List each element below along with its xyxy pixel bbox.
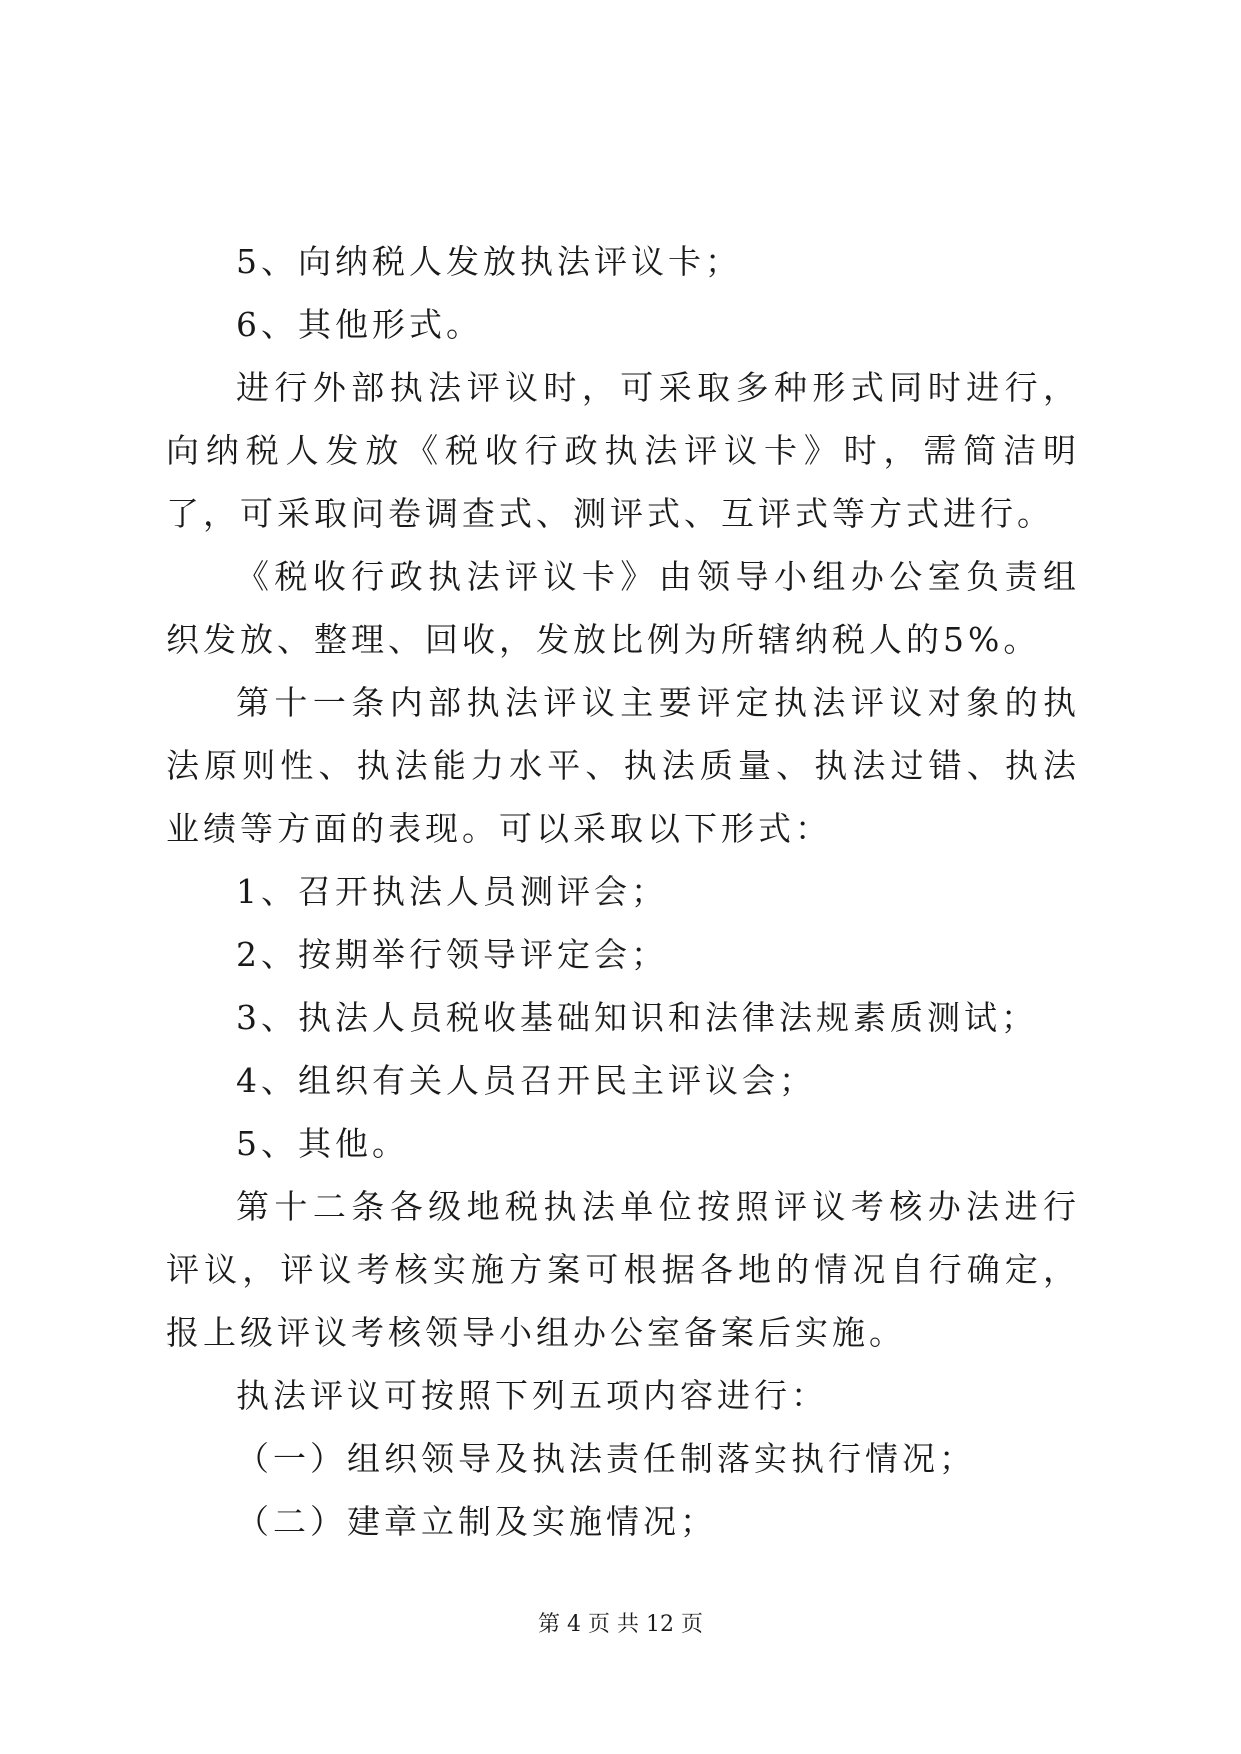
paragraph: 5、其他。	[236, 1124, 409, 1163]
paragraph: （一）组织领导及执法责任制落实执行情况；	[236, 1439, 976, 1478]
paragraph: 4、组织有关人员召开民主评议会；	[236, 1061, 816, 1100]
page-footer: 第 4 页 共 12 页	[538, 1612, 703, 1637]
paragraph: 进行外部执法评议时，可采取多种形式同时进行，向纳税人发放《税收行政执法评议卡》时，需简洁明了，可采取问卷调查式、测评式、互评式等方式进行。	[166, 368, 1080, 533]
paragraph: 5、向纳税人发放执法评议卡；	[236, 242, 742, 281]
paragraph: 第十二条各级地税执法单位按照评议考核办法进行评议，评议考核实施方案可根据各地的情况自行确定，报上级评议考核领导小组办公室备案后实施。	[166, 1187, 1080, 1352]
document-body	[166, 230, 1080, 1553]
paragraph: 2、按期举行领导评定会；	[236, 935, 668, 974]
paragraph: 第十一条内部执法评议主要评定执法评议对象的执法原则性、执法能力水平、执法质量、执法过错、执法业绩等方面的表现。可以采取以下形式：	[166, 683, 1080, 848]
paragraph: （二）建章立制及实施情况；	[236, 1502, 717, 1541]
paragraph: 6、其他形式。	[236, 305, 483, 344]
paragraph: 《税收行政执法评议卡》由领导小组办公室负责组织发放、整理、回收，发放比例为所辖纳税人的5%。	[166, 557, 1080, 659]
paragraph: 执法评议可按照下列五项内容进行：	[236, 1376, 828, 1415]
paragraph: 3、执法人员税收基础知识和法律法规素质测试；	[236, 998, 1038, 1037]
paragraph: 1、召开执法人员测评会；	[236, 872, 668, 911]
